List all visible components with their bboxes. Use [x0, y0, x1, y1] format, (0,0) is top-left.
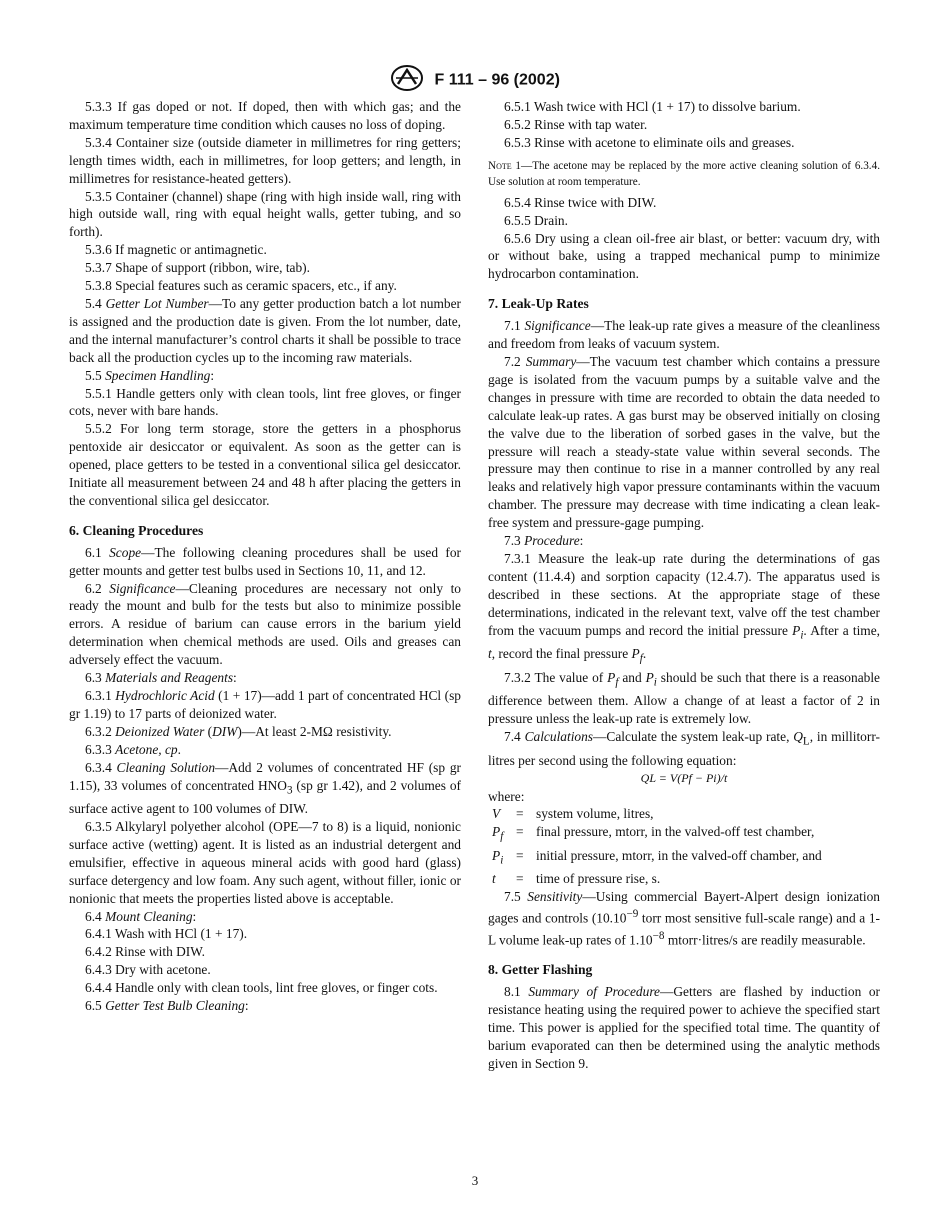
section-heading-8: 8. Getter Flashing [488, 962, 593, 978]
paragraph-6-5-6: 6.5.6 Dry using a clean oil-free air blast, or better: vacuum dry, with or without bake, using a trapped mechanical pump to minimize hydrocarbon contamination. [488, 230, 880, 282]
paragraph-6-5-1: 6.5.1 Wash twice with HCl (1 + 17) to dissolve barium. [504, 99, 801, 114]
paragraph-5-3-5: 5.3.5 Container (channel) shape (ring with high inside wall, ring with high outside wall, ring with equal height walls, getter tubing, and so forth). [69, 188, 461, 240]
page-header [0, 64, 950, 97]
paragraph-7-3: 7.3 Procedure: [504, 533, 584, 549]
paragraph-6-3-3: 6.3.3 Acetone, cp. [85, 741, 181, 757]
paragraph-6-5-5: 6.5.5 Drain. [504, 212, 568, 228]
paragraph-5-5-1: 5.5.1 Handle getters only with clean tools, lint free gloves, or finger cots, never with bare hands. [69, 385, 461, 419]
paragraph-5-3-8: 5.3.8 Special features such as ceramic spacers, etc., if any. [85, 278, 397, 294]
where-label: where: [488, 788, 525, 804]
note-1: Note 1—The acetone may be replaced by the more active cleaning solution of 6.3.4. Use solution at room temperature. [488, 159, 880, 188]
paragraph-6-4: 6.4 Mount Cleaning: [85, 908, 197, 924]
paragraph-5-4: 5.4 Getter Lot Number—To any getter production batch a lot number is assigned and the production date is given. From the lot number, date, and the internal manufacturer’s control charts it shall be possible to trace back all the production cycles up to the incoming raw materials. [69, 295, 461, 365]
paragraph-6-4-2: 6.4.2 Rinse with DIW. [85, 944, 206, 960]
definition-row [488, 870, 880, 888]
paragraph-6-3-4: 6.3.4 Cleaning Solution—Add 2 volumes of concentrated HF (sp gr 1.15), 33 volumes of concentrated $HNO_3$ (sp gr 1.42), and 2 volumes of surface active agent to 100 volumes of DIW. [69, 759, 461, 817]
paragraph-6-4-3: 6.4.3 Dry with acetone. [85, 962, 211, 978]
definition-equals: = [516, 871, 524, 887]
definition-symbol: $P_f$ [492, 824, 504, 843]
paragraph-6-5: 6.5 Getter Test Bulb Cleaning: [85, 998, 249, 1014]
definition-symbol: $P_i$ [492, 847, 504, 867]
right-column [488, 98, 880, 1072]
paragraph-7-3-1: 7.3.1 Measure the leak-up rate during the determinations of gas content (11.4.4) and sorption capacity (12.4.7). The apparatus used is described in these sections. At the appropriate stage of these determinations, indicated in the relevant text, valve off the test chamber from the vacuum pumps and record the initial pressure $P_i$. After a time, t, record the final pressure $P_f$. [488, 550, 880, 665]
paragraph-6-3-2: 6.3.2 Deionized Water (DIW)—At least 2-MΩ resistivity. [85, 723, 392, 739]
paragraph-6-5-4: 6.5.4 Rinse twice with DIW. [504, 194, 657, 210]
left-column [69, 98, 461, 1015]
section-heading-7: 7. Leak-Up Rates [488, 296, 589, 312]
paragraph-5-5-2: 5.5.2 For long term storage, store the getters in a phosphorus pentoxide air desiccator or equivalent. As soon as the getter can is opened, place getters to be tested in a conventional silica gel desiccator. Initiate all measurement between 24 and 48 h after placing the getters in the conventional silica gel desiccator. [69, 421, 461, 508]
paragraph-6-5-2: 6.5.2 Rinse with tap water. [504, 116, 648, 132]
paragraph-6-3-5: 6.3.5 Alkylaryl polyether alcohol (OPE—7 to 8) is a liquid, nonionic surface active (wetting) agent. It is listed as an industrial detergent and emulsifier, effective in aqueous mineral acids with good hard (glass) surface detergency and low foam. Any such agent, without filler, ionic or nonionic that meets the properties listed above is acceptable. [69, 819, 461, 906]
paragraph-6-2: 6.2 Significance—Cleaning procedures are necessary not only to ready the mount and bulb for the tests but also to minimize possible errors. A residue of barium can cause errors in the barium yield determination when chemical methods are used. Oils and greases can adversely effect the vacuum. [69, 580, 461, 668]
definition-text: initial pressure, mtorr, in the valved-off chamber, and [536, 847, 822, 863]
paragraph-5-5: 5.5 Specimen Handling: [85, 367, 215, 383]
page-number: 3 [471, 1173, 479, 1188]
paragraph-5-3-7: 5.3.7 Shape of support (ribbon, wire, tab). [85, 260, 310, 276]
definition-text: final pressure, mtorr, in the valved-off test chamber, [536, 824, 815, 840]
definition-symbol: V [492, 806, 501, 822]
paragraph-6-3: 6.3 Materials and Reagents: [85, 670, 237, 686]
paragraph-6-1: 6.1 Scope—The following cleaning procedures shall be used for getter mounts and getter test bulbs used in Sections 10, 11, and 12. [69, 544, 461, 578]
paragraph-7-1: 7.1 Significance—The leak-up rate gives a measure of the cleanliness and freedom from leaks of vacuum system. [488, 318, 880, 352]
paragraph-7-5: 7.5 Sensitivity—Using commercial Bayert-Alpert design ionization gages and controls ($10.10^{-9}$ torr most sensitive full-scale range) and a 1-L volume leak-up rates of $1.10^{-8}$ mtorr·litres/s are readily measurable. [488, 889, 880, 948]
leak-up-equation: QL = V(Pf − Pi)/t [640, 770, 728, 785]
definition-row [488, 847, 880, 871]
definition-equals: = [516, 847, 524, 863]
paragraph-7-4: 7.4 Calculations—Calculate the system leak-up rate, $Q_L$, in millitorr-litres per second using the following equation: [488, 729, 880, 768]
paragraph-5-3-3: 5.3.3 If gas doped or not. If doped, then with which gas; and the maximum temperature time condition which causes no loss of doping. [69, 99, 461, 132]
definition-row [488, 823, 880, 847]
paragraph-6-5-3: 6.5.3 Rinse with acetone to eliminate oils and greases. [504, 134, 795, 150]
paragraph-6-3-1: 6.3.1 Hydrochloric Acid (1 + 17)—add 1 part of concentrated HCl (sp gr 1.19) to 17 parts of deionized water. [69, 688, 461, 721]
paragraph-5-3-4: 5.3.4 Container size (outside diameter in millimetres for ring getters; length times width, each in millimetres, for loop getters; and length, in millimetres for resistance-heated getters). [69, 134, 461, 186]
definition-symbol: t [492, 871, 496, 887]
definition-text: system volume, litres, [536, 806, 654, 822]
definition-text: time of pressure rise, s. [536, 871, 661, 887]
paragraph-8-1: 8.1 Summary of Procedure—Getters are flashed by induction or resistance heating using the required power to achieve the specified start time. This power is applied for the specified total time. The quantity of barium evaporated can then be determined using the analytic methods given in Section 9. [488, 983, 881, 1071]
section-heading-6: 6. Cleaning Procedures [69, 522, 204, 538]
variable-definitions [488, 805, 880, 888]
definition-row [488, 805, 880, 823]
paragraph-6-4-1: 6.4.1 Wash with HCl (1 + 17). [85, 926, 248, 942]
paragraph-6-4-4: 6.4.4 Handle only with clean tools, lint free gloves, or finger cots. [85, 980, 438, 996]
definition-equals: = [516, 806, 524, 822]
paragraph-7-2: 7.2 Summary—The vacuum test chamber which contains a pressure gage is isolated from the vacuum pumps by a suitable valve and the changes in pressure with time are recorded to obtain the data needed to calculate leak-up rates. A gas burst may be observed initially on closing the valve due to the liberation of sorbed gases in the valve, but the pressure will reach a steady-state value within several seconds. The pressure may then continue to rise in a manner controlled by any real leaks and relatively high vapor pressure contaminants within the vacuum chamber. The pressure may decrease with time indicating a clean leak-free system and pressure-gage pumping. [488, 353, 880, 531]
paragraph-5-3-6: 5.3.6 If magnetic or antimagnetic. [85, 242, 267, 258]
definition-equals: = [516, 824, 524, 840]
paragraph-7-3-2: 7.3.2 The value of $P_f$ and $P_i$ should be such that there is a reasonable difference between them. Allow a change of at least a factor of 2 in pressure unless the leak-up rate is extremely low. [488, 669, 880, 727]
document-designation: F 111 – 96 (2002) [434, 71, 560, 89]
astm-logo-icon [390, 64, 424, 97]
